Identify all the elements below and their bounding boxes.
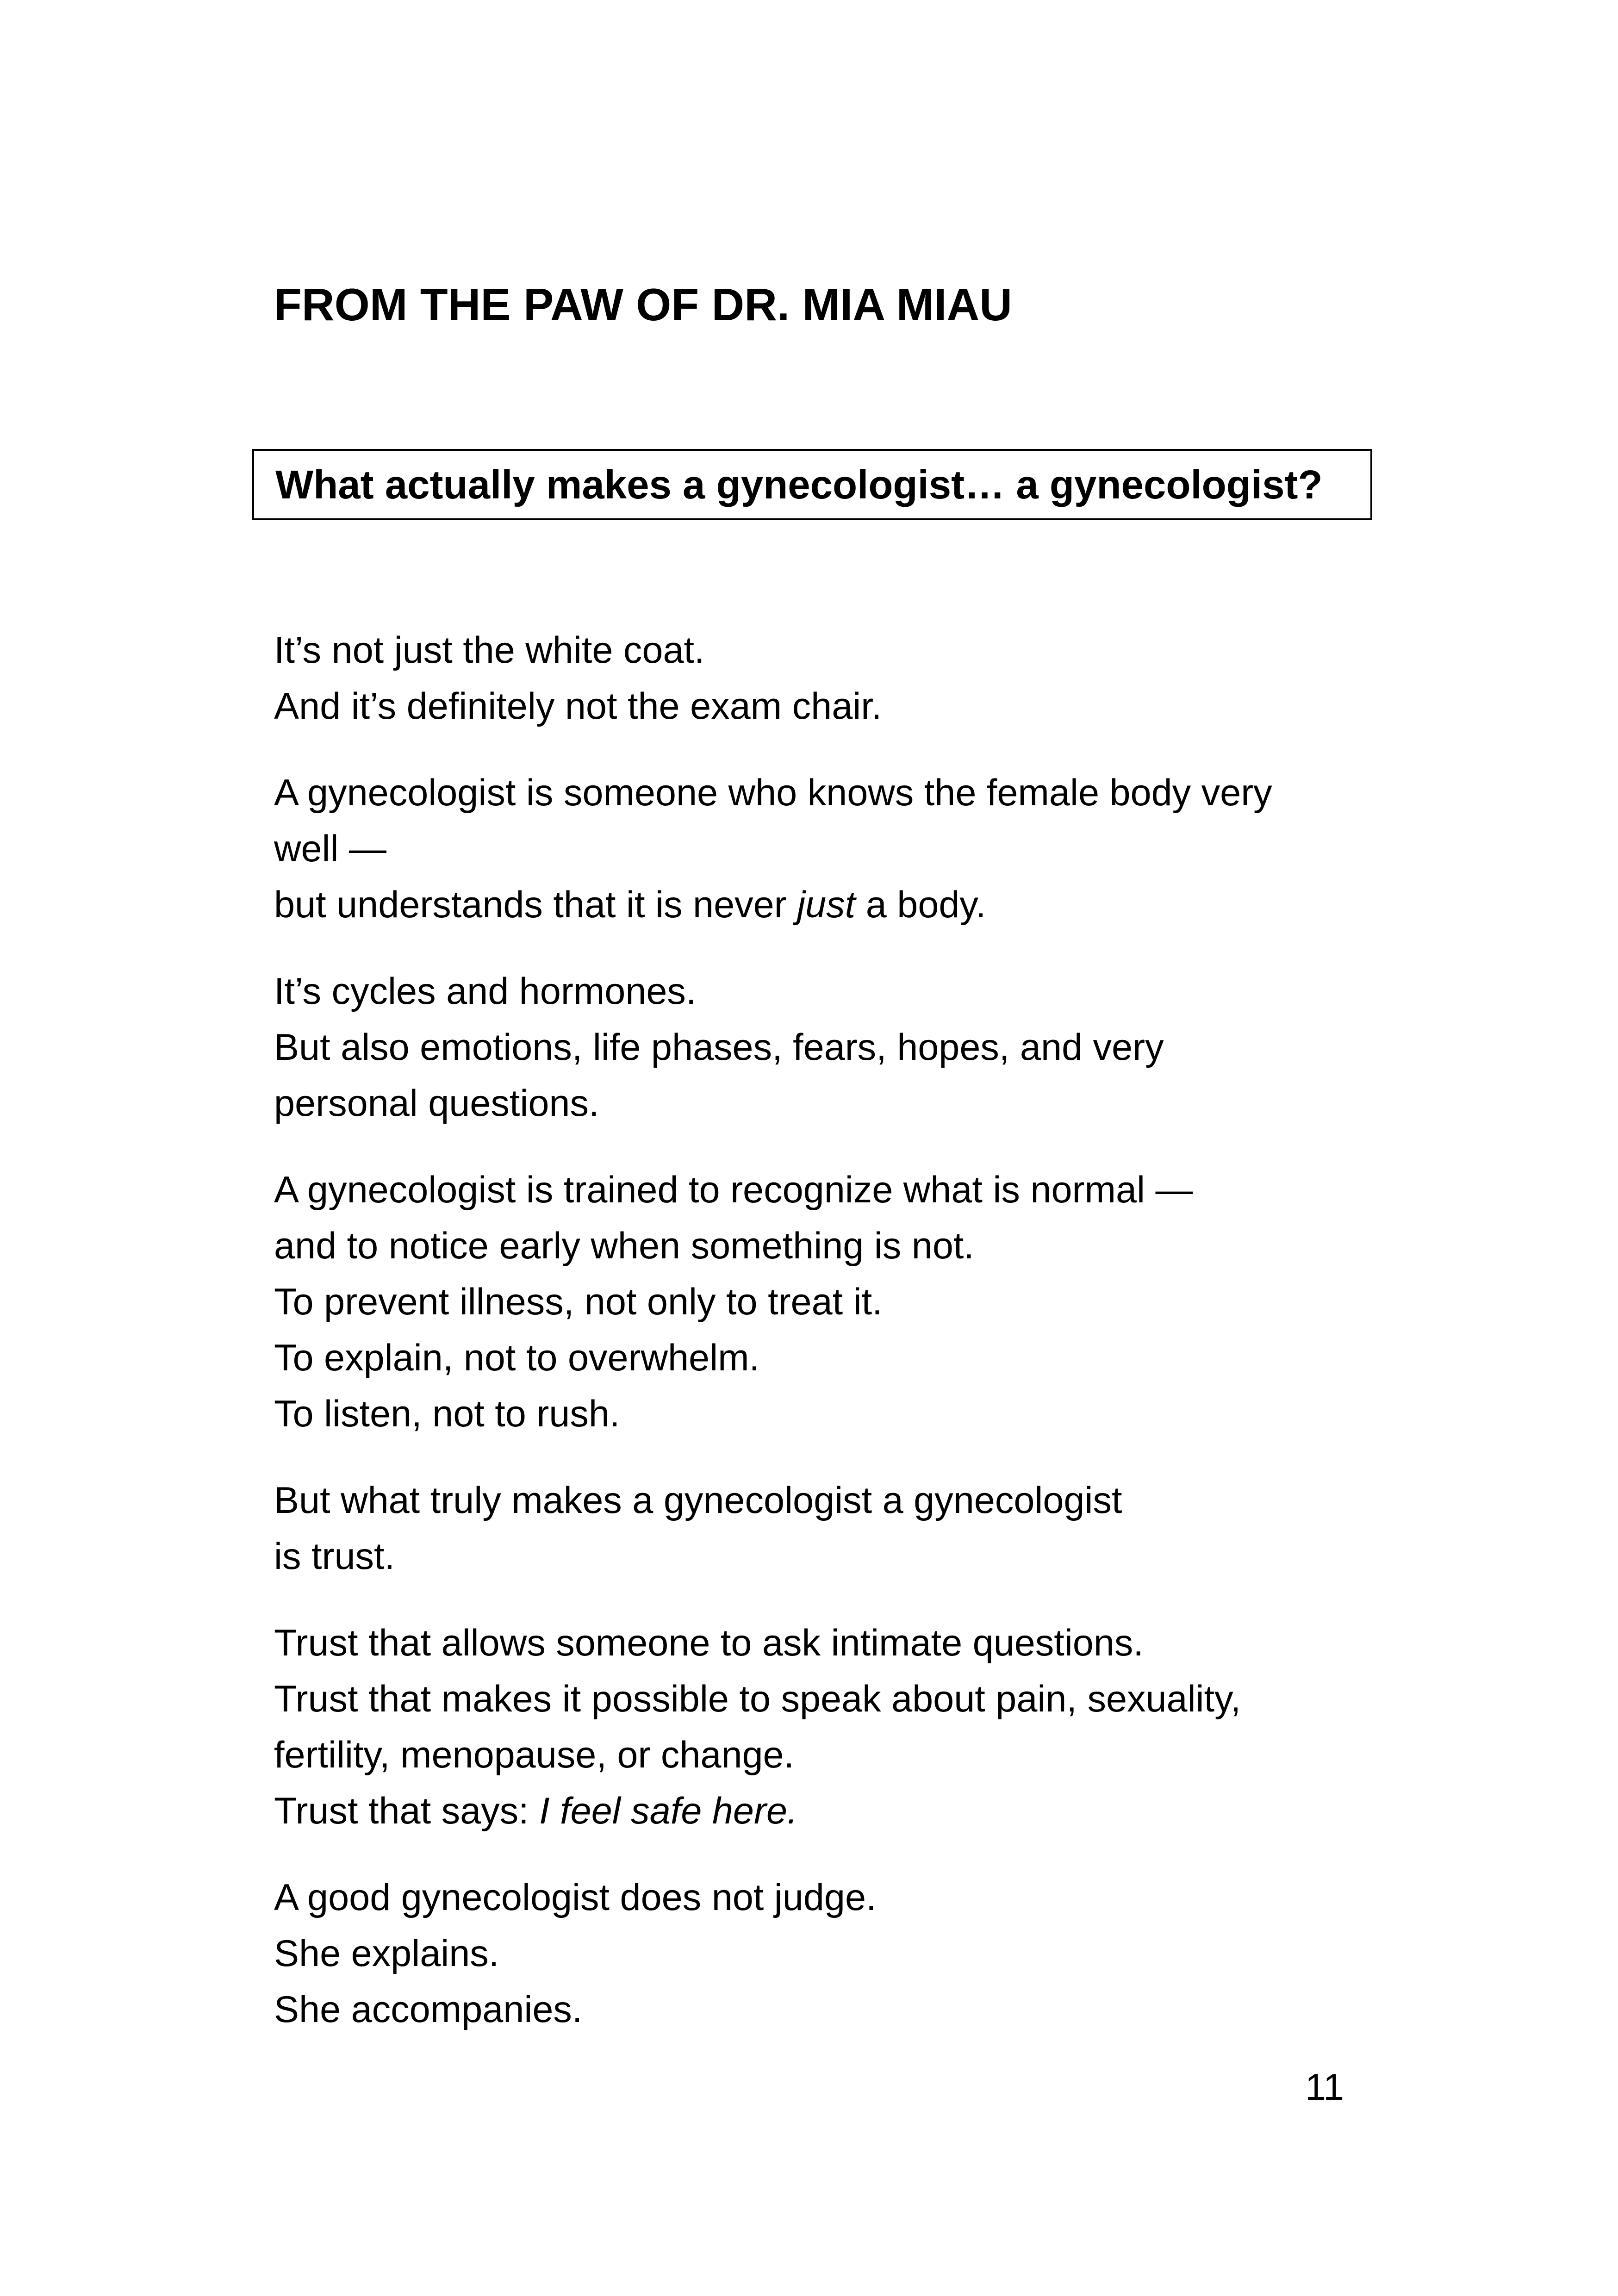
text-line-with-emphasis	[274, 1783, 1394, 1839]
text-line: But what truly makes a gynecologist a gynecologist	[274, 1480, 1122, 1521]
page-number: 11	[1305, 2066, 1344, 2108]
text-line-with-emphasis	[274, 877, 1394, 933]
paragraph-4	[274, 1162, 1394, 1442]
paragraph-6	[274, 1615, 1394, 1839]
text-line: A gynecologist is trained to recognize what is normal —	[274, 1169, 1193, 1211]
text-line: and to notice early when something is not.	[274, 1225, 974, 1267]
paragraph-1	[274, 622, 1394, 734]
text-line: personal questions.	[274, 1083, 599, 1124]
text-line: To prevent illness, not only to treat it.	[274, 1281, 883, 1323]
emphasis-text: I feel safe here.	[539, 1790, 798, 1832]
section-title-box	[252, 449, 1372, 520]
text-line: She explains.	[274, 1933, 499, 1974]
text-line: She accompanies.	[274, 1989, 583, 2030]
paragraph-3	[274, 964, 1394, 1132]
paragraph-5	[274, 1473, 1394, 1585]
text-line: A gynecologist is someone who knows the female body very	[274, 772, 1272, 814]
text-line: A good gynecologist does not judge.	[274, 1877, 877, 1918]
page-heading: FROM THE PAW OF DR. MIA MIAU	[274, 279, 1013, 330]
text-line: Trust that allows someone to ask intimate questions.	[274, 1622, 1144, 1664]
text-line: And it’s definitely not the exam chair.	[274, 685, 882, 727]
text-line: To explain, not to overwhelm.	[274, 1337, 760, 1379]
text-line: is trust.	[274, 1536, 395, 1577]
text-line: To listen, not to rush.	[274, 1393, 620, 1435]
text-segment: a body.	[855, 884, 986, 926]
text-line: But also emotions, life phases, fears, hopes, and very	[274, 1027, 1164, 1068]
paragraph-2	[274, 765, 1394, 933]
text-line: Trust that makes it possible to speak about pain, sexuality,	[274, 1678, 1241, 1720]
body-text	[274, 622, 1394, 2068]
paragraph-7	[274, 1870, 1394, 2038]
text-line: It’s not just the white coat.	[274, 629, 705, 671]
text-line: well —	[274, 828, 387, 870]
text-line: It’s cycles and hormones.	[274, 971, 697, 1012]
section-title: What actually makes a gynecologist… a gynecologist?	[275, 462, 1323, 507]
text-line: fertility, menopause, or change.	[274, 1734, 795, 1776]
text-segment: but understands that it is never	[274, 884, 797, 926]
text-segment: Trust that says:	[274, 1790, 540, 1832]
emphasis-text: just	[797, 884, 856, 926]
